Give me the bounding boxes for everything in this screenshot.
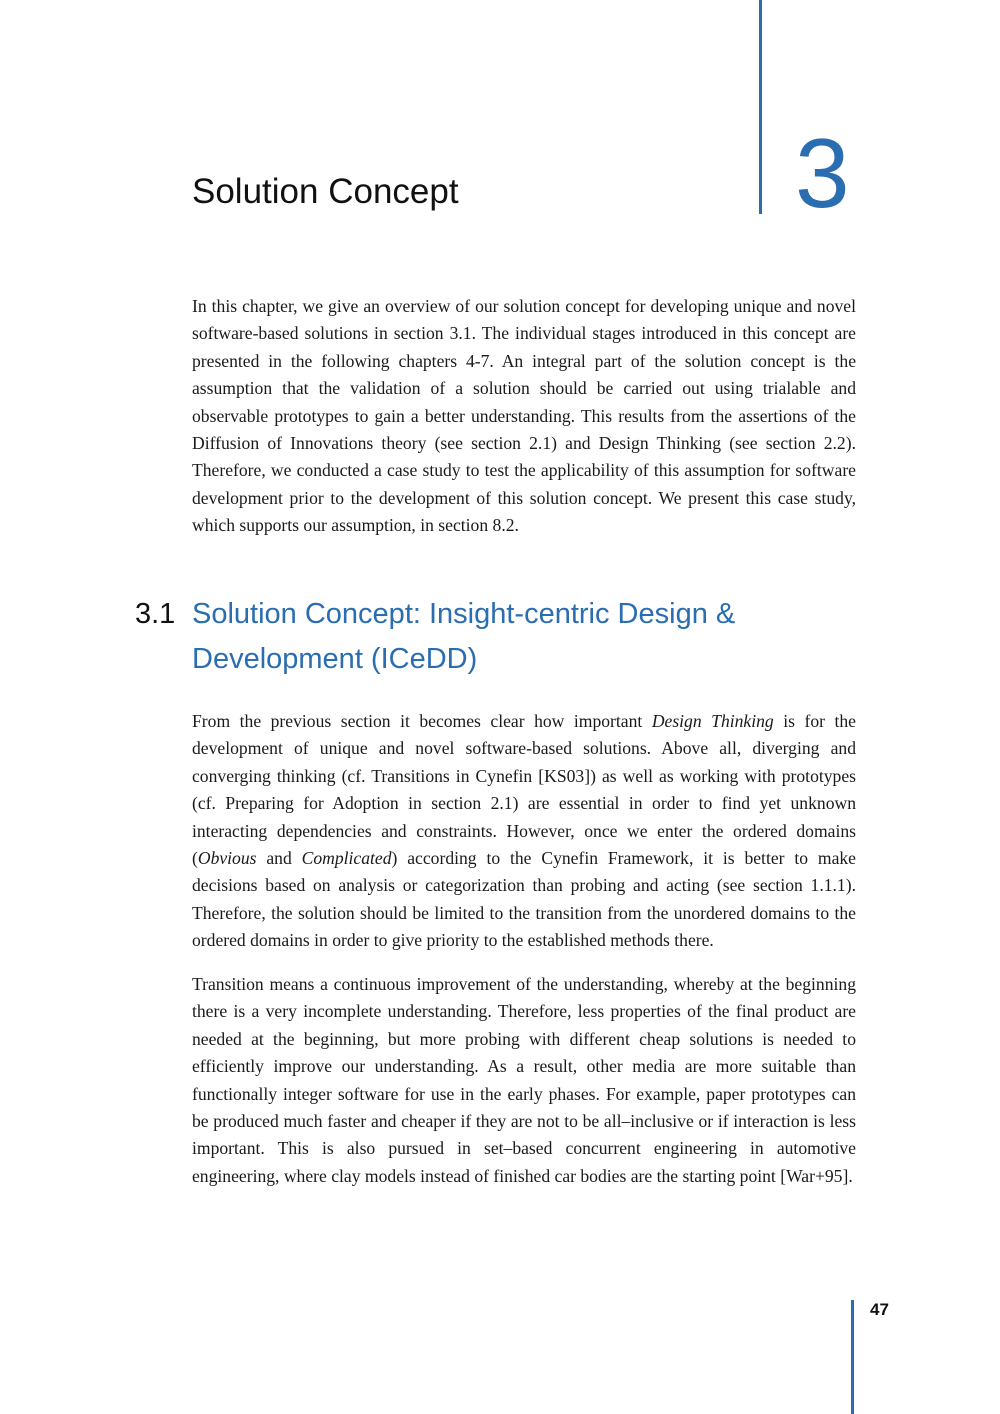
emphasis-complicated: Complicated bbox=[301, 848, 392, 869]
body-paragraph-1 bbox=[192, 708, 856, 955]
intro-paragraph: In this chapter, we give an overview of our solution concept for developing unique and novel software-based solutions in section 3.1. The individual stages introduced in this concept are presented in the following chapters 4-7. An integral part of the solution concept is the assumption that the validation of a solution should be carried out using trialable and observable prototypes to gain a better understanding. This results from the assertions of the Diffusion of Innovations theory (see section 2.1) and Design Thinking (see section 2.2). Therefore, we conducted a case study to test the applicability of this assumption for software development prior to the development of this solution concept. We present this case study, which supports our assumption, in section 8.2. bbox=[192, 296, 856, 536]
section-title: Solution Concept: Insight-centric Design & Development (ICeDD) bbox=[192, 598, 736, 675]
text-span: From the previous section it becomes clear how important bbox=[192, 711, 652, 731]
section-number: 3.1 bbox=[135, 598, 176, 630]
emphasis-design-thinking: Design Thinking bbox=[651, 711, 774, 731]
chapter-rule bbox=[759, 0, 762, 214]
emphasis-obvious: Obvious bbox=[197, 848, 257, 869]
page-number: 47 bbox=[870, 1300, 889, 1319]
text-span: ) according to the Cynefin Framework, it is better to make decisions based on analysis or categorization than probing and acting (see section 1.1.1). Therefore, the solution should be limited to the transition from the unordered domains to the ordered domains in order to give priority to the established methods there. bbox=[192, 848, 856, 951]
body-paragraph-2: Transition means a continuous improvement of the understanding, whereby at the beginning there is a very incomplete understanding. Therefore, less properties of the final product are needed at the beginning, but more probing with different cheap solutions is needed to efficiently improve our understanding. As a result, other media are more suitable than functionally integer software for use in the early phases. For example, paper prototypes can be produced much faster and cheaper if they are not to be all–inclusive or if interaction is less important. This is also pursued in set–based concurrent engineering in automotive engineering, where clay models instead of finished car bodies are the starting point [War+95]. bbox=[192, 974, 856, 1186]
text-span: and bbox=[256, 848, 302, 869]
chapter-title: Solution Concept bbox=[192, 172, 459, 211]
footer-rule bbox=[851, 1300, 854, 1414]
chapter-number: 3 bbox=[795, 118, 850, 228]
text-span: is for the development of unique and novel software-based solutions. Above all, diverging and converging thinking (cf. Transitions in Cynefin [KS03]) as well as working with prototypes (cf. Preparing for Adoption in section 2.1) are essential in order to find yet unknown interacting dependencies and constraints. However, once we enter the ordered domains ( bbox=[192, 711, 856, 869]
